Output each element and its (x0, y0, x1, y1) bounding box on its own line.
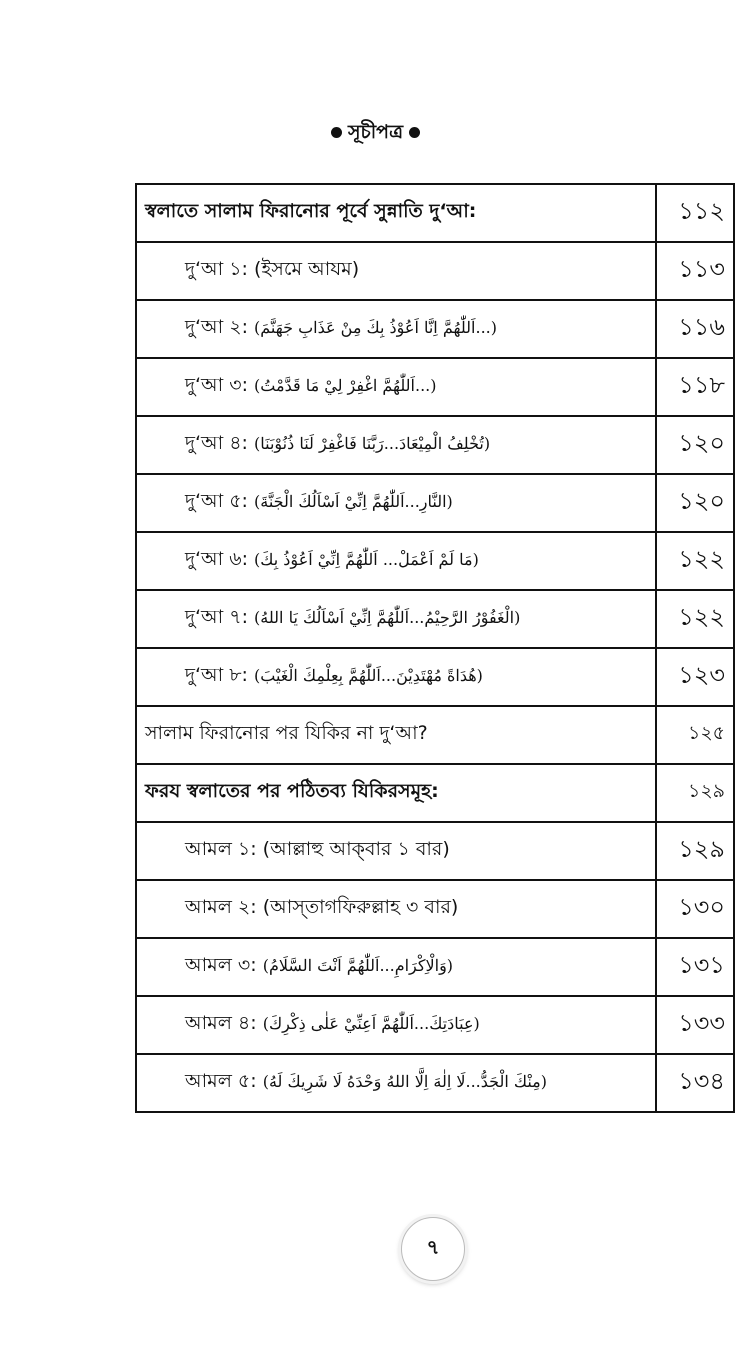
toc-page: ১৩০ (656, 880, 734, 938)
toc-page: ১১৮ (656, 358, 734, 416)
toc-row[interactable] (136, 938, 734, 996)
bullet-icon (409, 127, 420, 138)
toc-row[interactable] (136, 996, 734, 1054)
toc-entry: দু‘আ ৫: (النَّارِ...اَللّٰهُمَّ اِنِّيْ اَسْاَلُكَ الْجَنَّةَ) (136, 474, 656, 532)
toc-row[interactable] (136, 184, 734, 242)
toc-row[interactable] (136, 242, 734, 300)
toc-entry: দু‘আ ২: (اَللّٰهُمَّ اِنَّا اَعُوْذُ بِكَ مِنْ عَذَابِ جَهَنَّمَ...) (136, 300, 656, 358)
toc-entry: আমল ৩: (وَالْاِكْرَامِ...اَللّٰهُمَّ اَنْتَ السَّلَامُ) (136, 938, 656, 996)
toc-entry: দু‘আ ৪: (تُخْلِفُ الْمِيْعَادَ...رَبَّنَا فَاغْفِرْ لَنَا ذُنُوْبَنَا) (136, 416, 656, 474)
bullet-icon (331, 127, 342, 138)
toc-page: ১২৯ (656, 822, 734, 880)
toc-page: ১২২ (656, 590, 734, 648)
toc-page: ১২০ (656, 416, 734, 474)
toc-entry: দু‘আ ৬: (مَا لَمْ اَعْمَلْ... اَللّٰهُمَّ اِنِّيْ اَعُوْذُ بِكَ) (136, 532, 656, 590)
page-number: ৭ (426, 1234, 440, 1259)
toc-entry: সালাম ফিরানোর পর যিকির না দু‘আ? (136, 706, 656, 764)
toc-page: ১৩৩ (656, 996, 734, 1054)
toc-page: ১১৬ (656, 300, 734, 358)
toc-row[interactable] (136, 764, 734, 822)
toc-title: সূচীপত্র (347, 121, 404, 143)
toc-entry: ফরয স্বলাতের পর পঠিতব্য যিকিরসমূহ: (136, 764, 656, 822)
toc-page: ১২২ (656, 532, 734, 590)
toc-entry: দু‘আ ৩: (اَللّٰهُمَّ اغْفِرْ لِيْ مَا قَدَّمْتُ...) (136, 358, 656, 416)
toc-row[interactable] (136, 880, 734, 938)
toc-entry: দু‘আ ৮: (هُدَاةً مُهْتَدِيْنَ...اَللّٰهُمَّ بِعِلْمِكَ الْغَيْبَ) (136, 648, 656, 706)
toc-page: ১২০ (656, 474, 734, 532)
toc-row[interactable] (136, 590, 734, 648)
toc-entry: দু‘আ ৭: (الْغَفُوْرُ الرَّحِيْمُ...اَللّٰهُمَّ اِنِّيْ اَسْاَلُكَ يَا اللهُ) (136, 590, 656, 648)
toc-page: ১২৩ (656, 648, 734, 706)
toc-page: ১২৫ (656, 706, 734, 764)
toc-row[interactable] (136, 358, 734, 416)
toc-row[interactable] (136, 474, 734, 532)
toc-page: ১৩১ (656, 938, 734, 996)
toc-table (135, 183, 735, 1113)
toc-entry: দু‘আ ১: (ইসমে আযম) (136, 242, 656, 300)
toc-row[interactable] (136, 706, 734, 764)
page-header (0, 118, 751, 150)
toc-row[interactable] (136, 648, 734, 706)
toc-row[interactable] (136, 300, 734, 358)
toc-page: ১৩৪ (656, 1054, 734, 1112)
toc-row[interactable] (136, 1054, 734, 1112)
toc-row[interactable] (136, 822, 734, 880)
toc-row[interactable] (136, 532, 734, 590)
toc-page: ১১৩ (656, 242, 734, 300)
toc-entry: আমল ২: (আস্‌তাগফিরুল্লাহ ৩ বার) (136, 880, 656, 938)
toc-entry: আমল ১: (আল্লাহু আক্‌বার ১ বার) (136, 822, 656, 880)
toc-page: ১১২ (656, 184, 734, 242)
toc-entry: আমল ৫: (مِنْكَ الْجَدُّ...لَا اِلٰهَ اِلَّا اللهُ وَحْدَهُ لَا شَرِيكَ لَهُ) (136, 1054, 656, 1112)
toc-row[interactable] (136, 416, 734, 474)
page-number-badge (401, 1217, 465, 1281)
toc-entry: আমল ৪: (عِبَادَتِكَ...اَللّٰهُمَّ اَعِنِّيْ عَلٰى ذِكْرِكَ) (136, 996, 656, 1054)
toc-entry: স্বলাতে সালাম ফিরানোর পূর্বে সুন্নাতি দু‘আ: (136, 184, 656, 242)
toc-page: ১২৯ (656, 764, 734, 822)
